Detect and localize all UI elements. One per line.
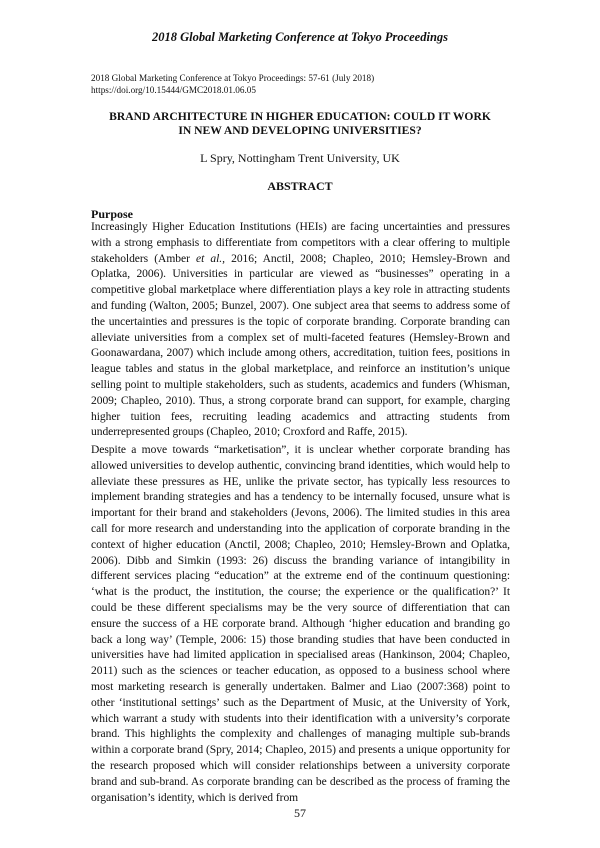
paragraph-1-text-a: Increasingly Higher Education Institutions (HEIs) are facing uncertainties and pressures with a strong emphasis to differentiate from competitors with a clear offering to multiple stakeholders (Amber — [91, 221, 510, 265]
author-affiliation: L Spry, Nottingham Trent University, UK — [200, 151, 400, 165]
title-line-1: BRAND ARCHITECTURE IN HIGHER EDUCATION: COULD IT WORK — [109, 110, 491, 123]
paragraph-1-italic: et al., — [196, 252, 225, 265]
section-heading-purpose: Purpose — [91, 207, 133, 221]
doi-link[interactable]: https://doi.org/10.15444/GMC2018.01.06.05 — [91, 85, 256, 95]
abstract-heading: ABSTRACT — [267, 179, 333, 193]
title-line-2: IN NEW AND DEVELOPING UNIVERSITIES? — [178, 124, 422, 137]
paragraph-1-text-b: 2016; Anctil, 2008; Chapleo, 2010; Hemsley-Brown and Oplatka, 2006). Universities in particular are viewed as “businesses” operating in a competitive global marketplace where differentiation plays a key role in attracting students and funding (Walton, 2005; Bunzel, 2007). One subject area that seems to address some of the uncertainties and pressures is the topic of corporate branding. Corporate branding can alleviate universities from a complex set of multi-faceted features (Hemsley-Brown and Goonawardana, 2007) which include among others, accreditation, tuition fees, positions in league tables and status in the global marketplace, and reinforce an institution’s unique selling point to multiple stakeholders, such as students, academics and funders (Whisman, 2009; Chapleo, 2010). Thus, a strong corporate brand can support, for example, charging higher tuition fees, recruiting leading academics and attracting students from underrepresented groups (Chapleo, 2010; Croxford and Raffe, 2015). — [91, 252, 511, 439]
running-header: 2018 Global Marketing Conference at Tokyo Proceedings — [151, 30, 449, 44]
page-number: 57 — [294, 806, 306, 820]
publication-meta — [91, 72, 374, 96]
paper-title — [91, 110, 509, 138]
paragraph-1 — [91, 220, 510, 441]
paragraph-2: Despite a move towards “marketisation”, it is unclear whether corporate branding has allowed universities to develop authentic, convincing brand identities, which would help to alleviate these pressures as HE, unlike the private sector, has typically less resources to implement branding strategies and has a tendency to be internally focused, unsure what is important for their brand and stakeholders (Jevons, 2006). The limited studies in this area call for more research and understanding into the application of corporate branding in the context of higher education (Anctil, 2008; Chapleo, 2010; Hemsley-Brown and Oplatka, 2006). Dibb and Simkin (1993: 26) discuss the branding variance of intangibility in different services placing “education” at the extreme end of the continuum questioning: ‘what is the product, the institution, the course; the experience or the qualification?’ It could be these different specialisms may be the very source of differentiation that can ensure the success of a HE corporate brand. Although ‘higher education and branding go back a long way’ (Temple, 2006: 15) those branding studies that have been conducted in universities have had limited application in specialised areas (Hankinson, 2004; Chapleo, 2011) such as the sciences or teacher education, as opposed to a business school where most marketing research is generally undertaken. Balmer and Liao (2007:368) point to other ‘institutional settings’ such as the Department of Music, at the University of York, which warrant a study with students into their identification with a university’s corporate brand. This highlights the complexity and challenges of managing multiple sub-brands within a corporate brand (Spry, 2014; Chapleo, 2015) and presents a unique opportunity for the research proposed which will consider relationships between a university corporate brand and sub-brand. As corporate branding can be described as the process of framing the organisation’s identity, which is derived from — [91, 444, 510, 804]
citation-line: 2018 Global Marketing Conference at Tokyo Proceedings: 57-61 (July 2018) — [91, 73, 375, 83]
